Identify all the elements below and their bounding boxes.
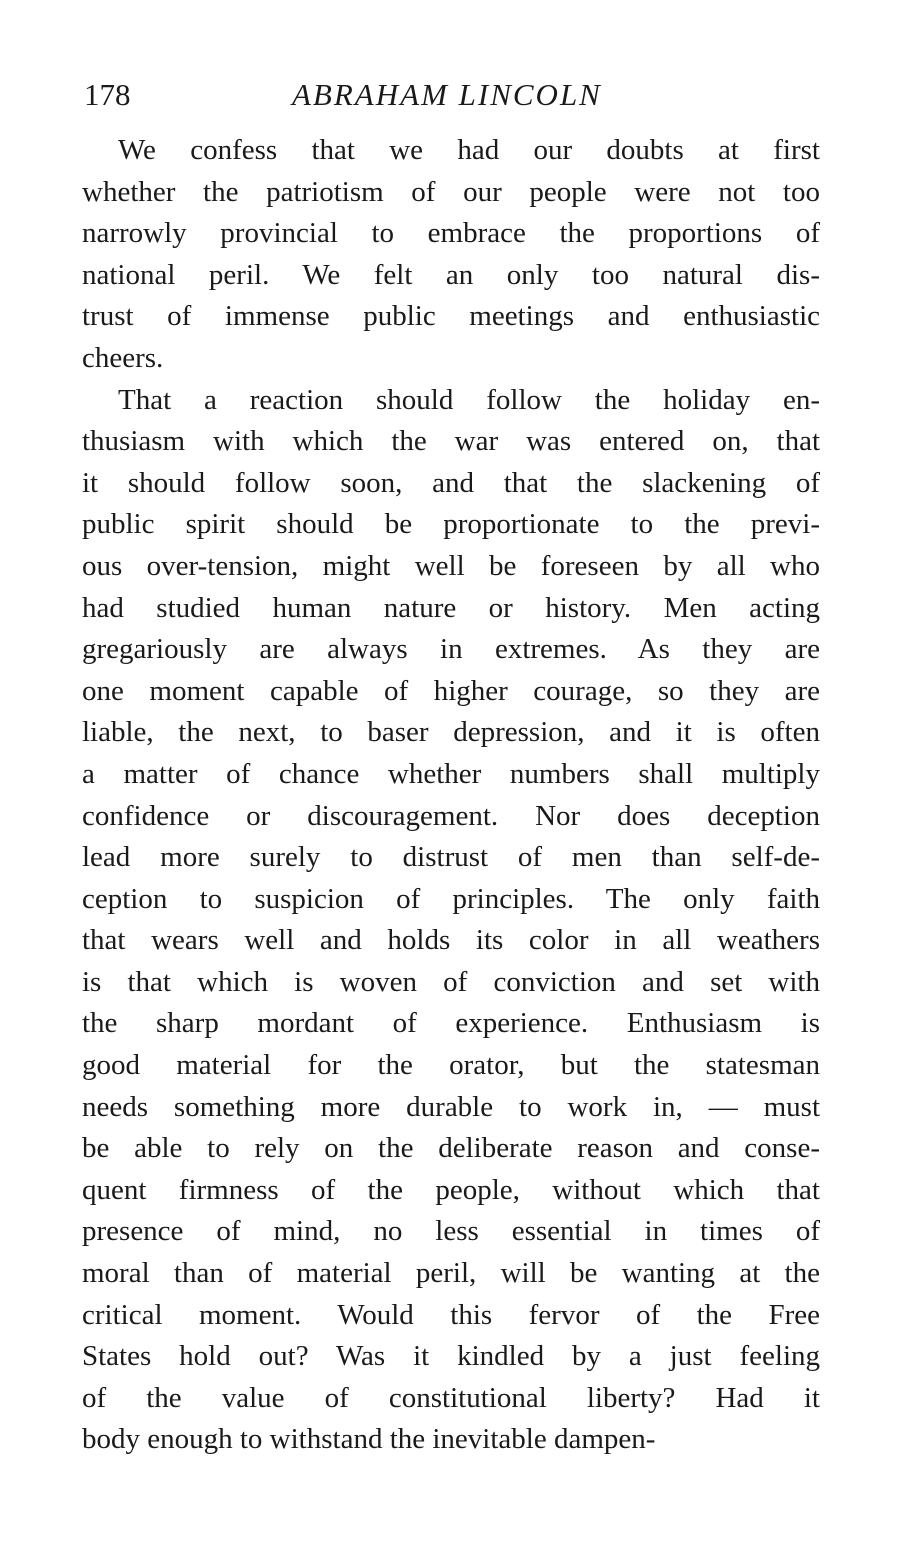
paragraph bbox=[82, 130, 820, 380]
text-line: quent firmness of the people, without which that bbox=[82, 1173, 820, 1206]
text-line: ception to suspicion of principles. The only faith bbox=[82, 882, 820, 915]
text-line: one moment capable of higher courage, so they are bbox=[82, 674, 820, 707]
text-line: that wears well and holds its color in all weathers bbox=[82, 924, 820, 957]
text-line: States hold out? Was it kindled by a just feeling bbox=[82, 1340, 820, 1373]
text-line: That a reaction should follow the holiday en- bbox=[118, 383, 820, 416]
text-line: good material for the orator, but the statesman bbox=[82, 1049, 820, 1082]
text-line: public spirit should be proportionate to the previ- bbox=[82, 508, 820, 541]
text-line: had studied human nature or history. Men acting bbox=[82, 591, 820, 624]
text-line: a matter of chance whether numbers shall multiply bbox=[82, 757, 820, 790]
page-number: 178 bbox=[84, 77, 131, 112]
text-line: trust of immense public meetings and enthusiastic bbox=[82, 300, 820, 333]
text-line: body enough to withstand the inevitable dampen- bbox=[82, 1423, 656, 1456]
text-line: critical moment. Would this fervor of the Free bbox=[82, 1298, 820, 1331]
running-head bbox=[82, 70, 820, 120]
text-line: gregariously are always in extremes. As they are bbox=[82, 633, 820, 666]
text-line: presence of mind, no less essential in times of bbox=[82, 1215, 820, 1248]
book-page bbox=[82, 70, 820, 1461]
paragraph bbox=[82, 380, 820, 1461]
text-line: ous over-tension, might well be foreseen by all who bbox=[82, 549, 820, 582]
running-title: ABRAHAM LINCOLN bbox=[292, 77, 602, 112]
text-line: narrowly provincial to embrace the proportions of bbox=[82, 217, 820, 250]
text-line: We confess that we had our doubts at first bbox=[118, 134, 820, 166]
text-line: lead more surely to distrust of men than self-de- bbox=[82, 841, 820, 874]
text-line: the sharp mordant of experience. Enthusiasm is bbox=[82, 1007, 820, 1040]
text-line: moral than of material peril, will be wanting at the bbox=[82, 1257, 820, 1290]
text-line: confidence or discouragement. Nor does deception bbox=[82, 799, 820, 832]
text-line: be able to rely on the deliberate reason and conse- bbox=[82, 1132, 820, 1165]
text-line: it should follow soon, and that the slackening of bbox=[82, 466, 820, 499]
text-line: liable, the next, to baser depression, and it is often bbox=[82, 716, 820, 749]
body-text bbox=[82, 130, 820, 1461]
text-line: needs something more durable to work in, — must bbox=[82, 1090, 820, 1123]
text-line: cheers. bbox=[82, 341, 164, 374]
text-line: national peril. We felt an only too natural dis- bbox=[82, 258, 820, 291]
text-line: whether the patriotism of our people were not too bbox=[82, 175, 820, 208]
text-line: of the value of constitutional liberty? Had it bbox=[82, 1381, 820, 1414]
text-line: is that which is woven of conviction and set with bbox=[82, 965, 820, 998]
text-line: thusiasm with which the war was entered on, that bbox=[82, 425, 820, 458]
